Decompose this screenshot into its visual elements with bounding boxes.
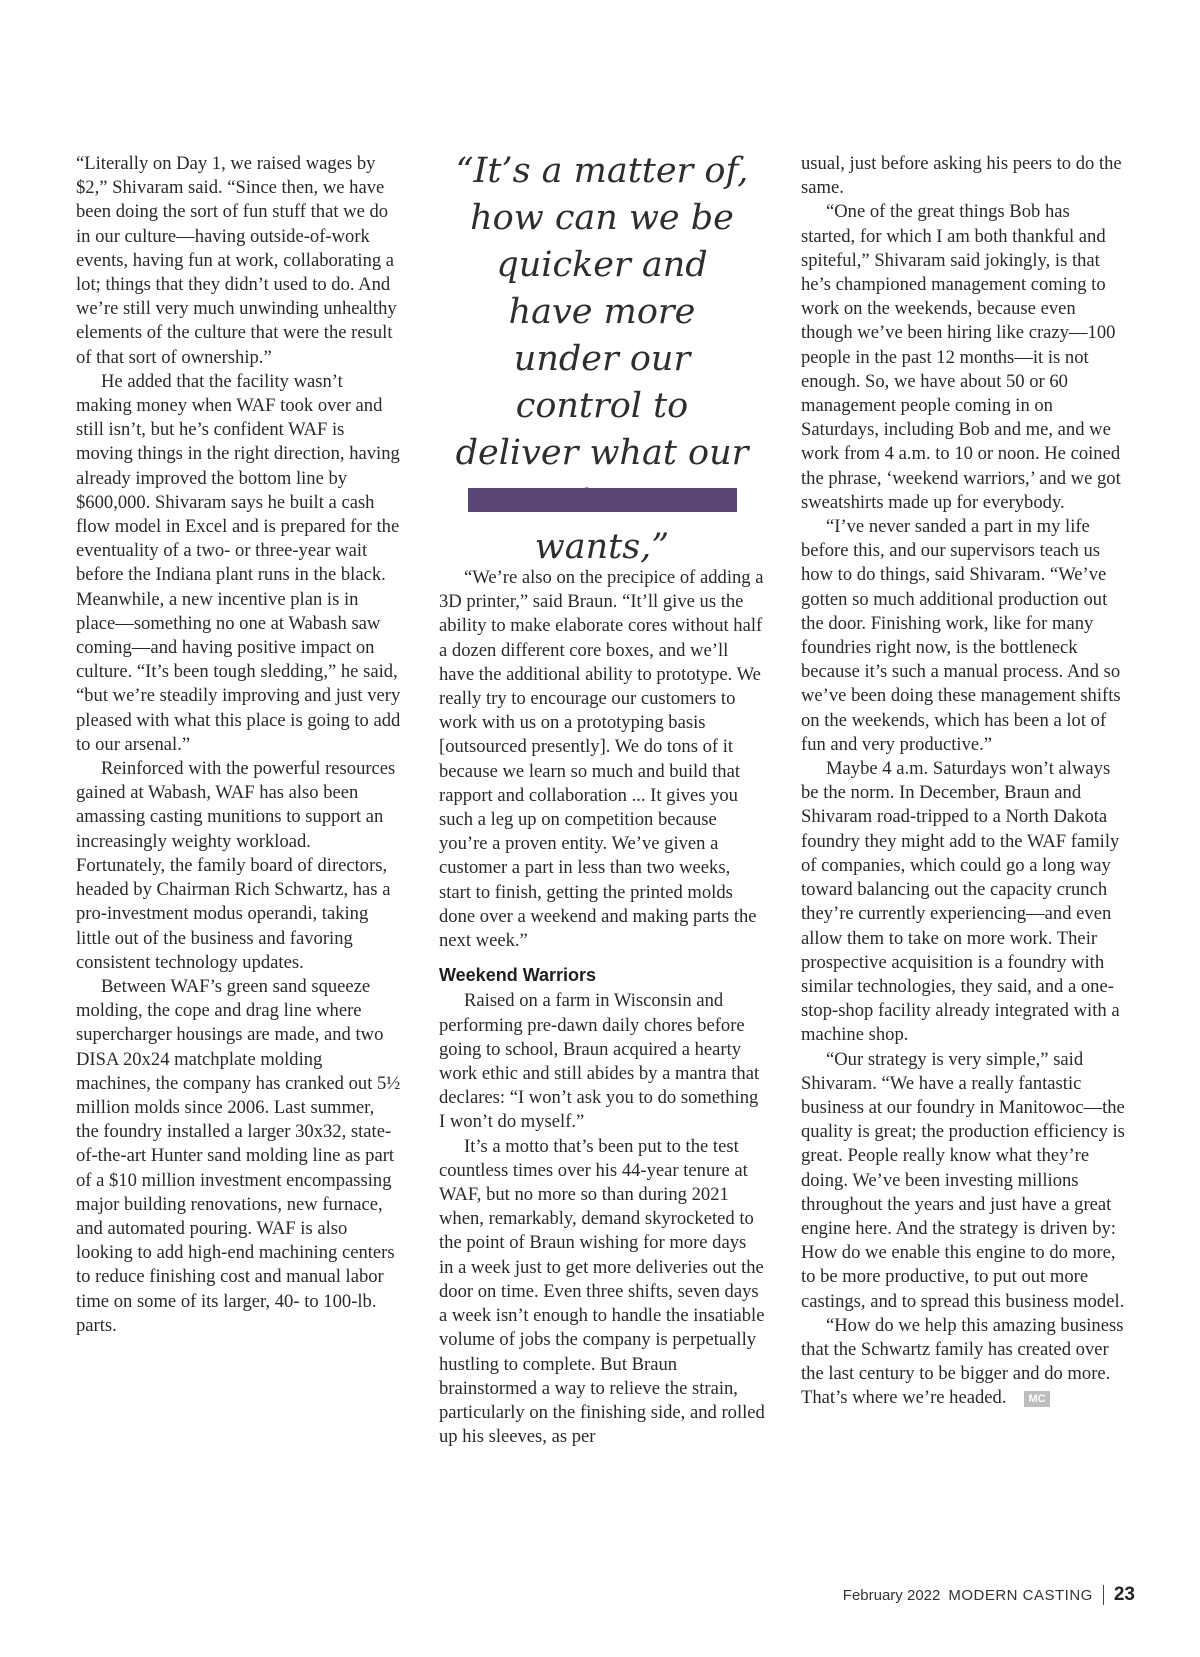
pull-quote: “It’s a matter of, how can we be quicker and have more under our control to deliver what our wants,” bbox=[455, 151, 749, 567]
footer-divider bbox=[1103, 1585, 1104, 1605]
paragraph-text: “How do we help this amazing business that the Schwartz family has created over the last century to be bigger and do more. That’s where we’re headed. bbox=[801, 1314, 1124, 1409]
paragraph: usual, just before asking his peers to do the same. bbox=[801, 153, 1122, 199]
article-column-2 bbox=[439, 566, 765, 1449]
article-column-3 bbox=[801, 152, 1127, 1411]
paragraph: Maybe 4 a.m. Saturdays won’t always be the norm. In December, Braun and Shivaram road-tripped to a North Dakota foundry they might add to the WAF family of companies, which could go a long way toward balancing out the capacity crunch they’re currently experiencing—and even allow them to take on more work. Their prospective acquisition is a foundry with similar technologies, they said, and a one-stop-shop facility already integrated with a machine shop. bbox=[801, 758, 1120, 1046]
paragraph-last bbox=[801, 1314, 1127, 1411]
article-column-1 bbox=[76, 152, 401, 1338]
page-number: 23 bbox=[1113, 1584, 1135, 1605]
paragraph: “I’ve never sanded a part in my life before this, and our supervisors teach us how to do things, said Shivaram. “We’ve gotten so much additional production out the door. Finishing work, like for many foundries right now, is the bottleneck because it’s such a manual process. And so we’ve been doing these management shifts on the weekends, which has been a lot of fun and very productive.” bbox=[801, 516, 1121, 755]
paragraph: He added that the facility wasn’t making money when WAF took over and still isn’t, but he’s confident WAF is moving things in the right direction, having already improved the bottom line by $600,000. Shivaram says he built a cash flow model in Excel and is prepared for the eventuality of a two- or three-year wait before the Indiana plant runs in the black. Meanwhile, a new incentive plan is in place—something no one at Wabash saw coming—and having positive impact on culture. “It’s been tough sledding,” he said, “but we’re steadily improving and just very pleased with what this place is going to add to our arsenal.” bbox=[76, 370, 401, 755]
paragraph: “Our strategy is very simple,” said Shivaram. “We have a really fantastic business at our foundry in Manitowoc—the quality is great; the production efficiency is great. People really know what they’re doing. We’ve been investing millions throughout the years and just have a great engine here. And the strategy is driven by: How do we enable this engine to do more, to be more productive, to put out more castings, and to spread this business model. bbox=[801, 1048, 1125, 1312]
paragraph: Raised on a farm in Wisconsin and performing pre-dawn daily chores before going to school, Braun acquired a hearty work ethic and still abides by a mantra that declares: “I won’t ask you to do something I won’t do myself.” bbox=[439, 990, 760, 1133]
paragraph: “Literally on Day 1, we raised wages by $2,” Shivaram said. “Since then, we have been doing the sort of fun stuff that we do in our culture—having outside-of-work events, having fun at work, collaborating a lot; things that they didn’t used to do. And we’re still very much unwinding unhealthy elements of the culture that were the result of that sort of ownership.” bbox=[76, 153, 397, 368]
issue-date: February 2022 bbox=[842, 1586, 941, 1604]
end-mark-logo: MC bbox=[1024, 1391, 1049, 1407]
section-subhead: Weekend Warriors bbox=[439, 965, 597, 986]
page-footer bbox=[843, 1584, 1135, 1606]
magazine-name: MODERN CASTING bbox=[948, 1586, 1093, 1604]
paragraph: Reinforced with the powerful resources gained at Wabash, WAF has also been amassing casting munitions to support an increasingly weighty workload. Fortunately, the family board of directors, headed by Chairman Rich Schwartz, has a pro-investment modus operandi, taking little out of the business and favoring consistent technology updates. bbox=[76, 758, 396, 973]
paragraph: “One of the great things Bob has started, for which I am both thankful and spiteful,” Shivaram said jokingly, is that he’s championed management coming to work on the weekends, because even though we’ve been hiring like crazy—100 people in the past 12 months—it is not enough. So, we have about 50 or 60 management people coming in on Saturdays, including Bob and me, and we work from 4 a.m. to 10 or noon. He coined the phrase, ‘weekend warriors,’ and we got sweatshirts made up for everybody. bbox=[801, 201, 1121, 513]
pull-quote-accent-bar bbox=[468, 488, 737, 512]
paragraph: It’s a motto that’s been put to the test countless times over his 44-year tenure at WAF, but no more so than during 2021 when, remarkably, demand skyrocketed to the point of Braun wishing for more days in a week just to get more deliveries out the door on time. Even three shifts, seven days a week isn’t enough to handle the insatiable volume of jobs the company is perpetually hustling to complete. But Braun brainstormed a way to relieve the strain, particularly on the finishing side, and rolled up his sleeves, as per bbox=[439, 1135, 765, 1448]
paragraph: Between WAF’s green sand squeeze molding, the cope and drag line where supercharger housings are made, and two DISA 20x24 matchplate molding machines, the company has cranked out 5½ million molds since 2006. Last summer, the foundry installed a larger 30x32, state-of-the-art Hunter sand molding line as part of a $10 million investment encompassing major building renovations, new furnace, and automated pouring. WAF is also looking to add high-end machining centers to reduce finishing cost and manual labor time on some of its larger, 40- to 100-lb. parts. bbox=[76, 975, 401, 1336]
paragraph: “We’re also on the precipice of adding a 3D printer,” said Braun. “It’ll give us the ability to make elaborate cores without half a dozen different core boxes, and we’ll have the additional ability to prototype. We really try to encourage our customers to work with us on a prototyping basis [outsourced presently]. We do tons of it because we learn so much and build that rapport and collaboration ... It gives you such a leg up on competition because you’re a proven entity. We’ve given a customer a part in less than two weeks, start to finish, getting the printed molds done over a weekend and making parts the next week.” bbox=[439, 567, 764, 952]
